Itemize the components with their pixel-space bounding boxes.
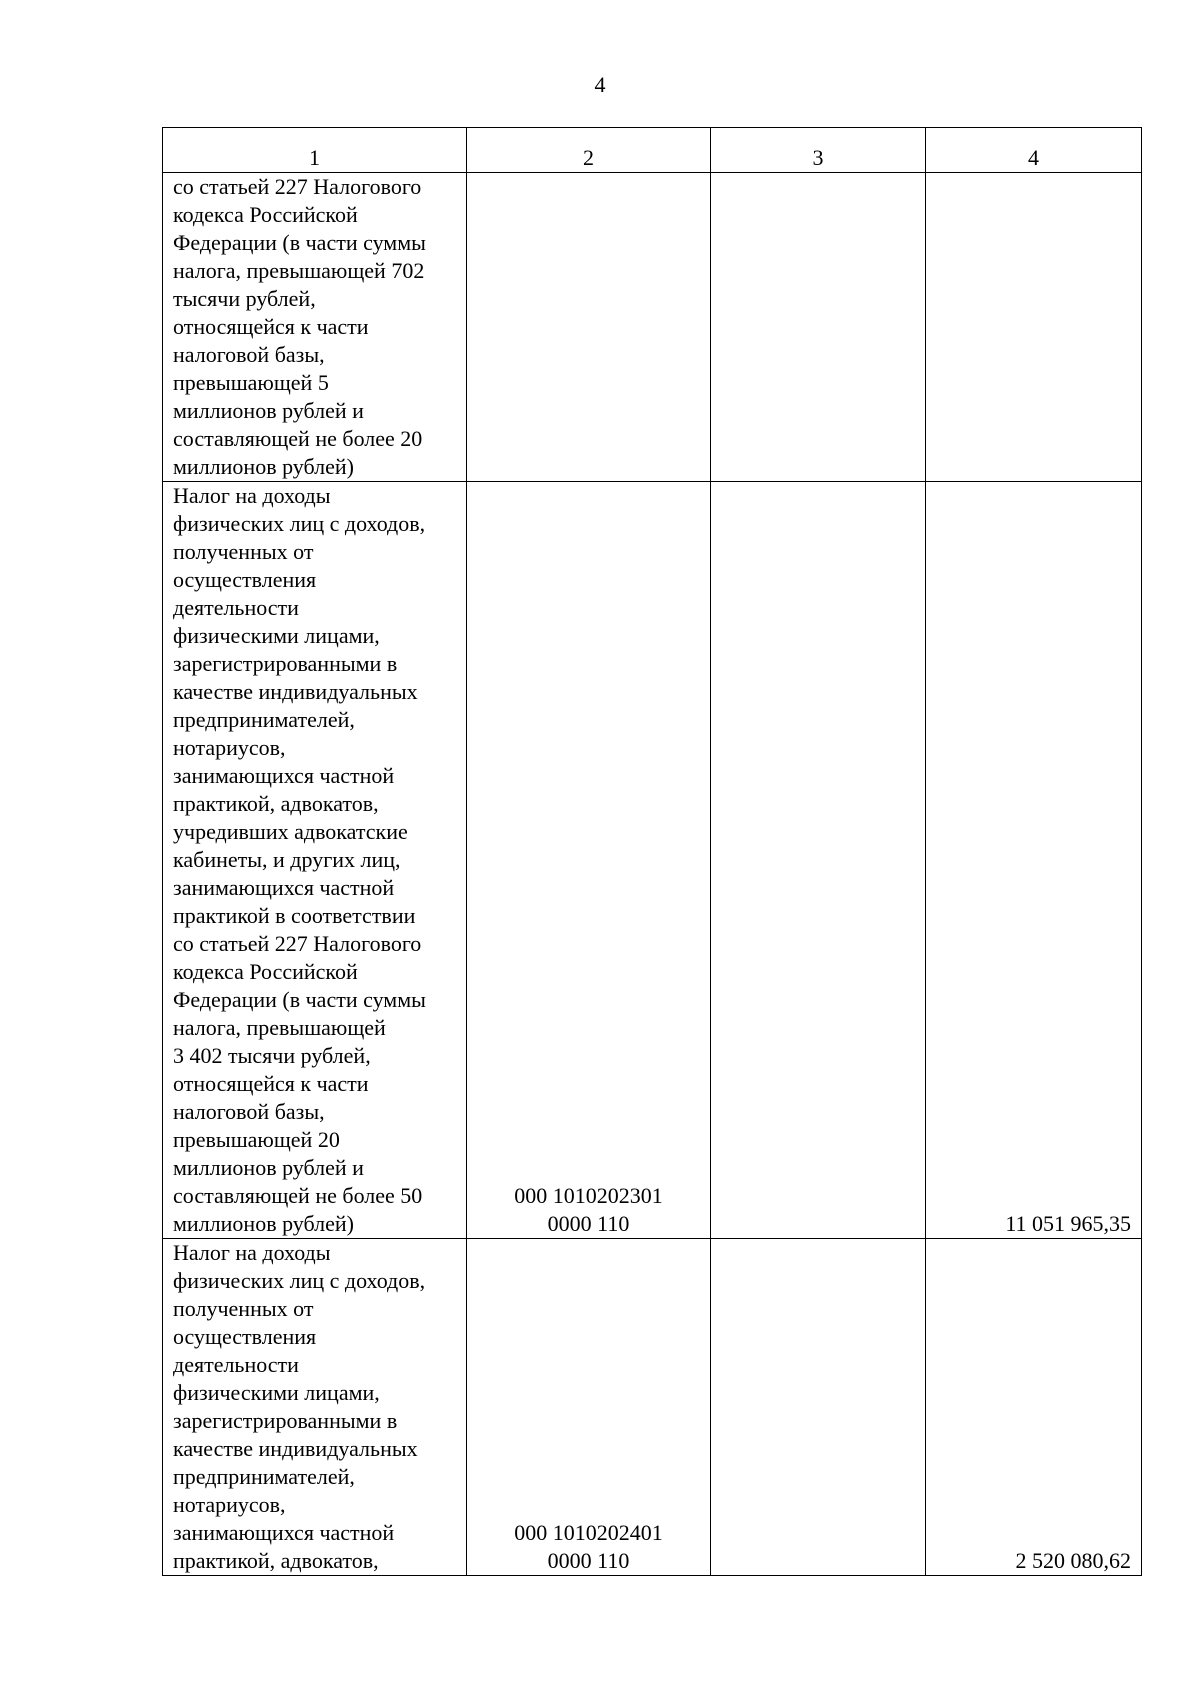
table-row bbox=[163, 173, 1142, 482]
row-column-3 bbox=[711, 173, 926, 482]
table-row bbox=[163, 482, 1142, 1239]
revenue-table bbox=[162, 127, 1142, 1576]
row-description: Налог на доходы физических лиц с доходов, полученных от осуществления деятельности физическими лицами, зарегистрированными в качестве индивидуальных предпринимателей, нотариусов, занимающихся частной практикой, адвокатов, bbox=[163, 1239, 467, 1576]
row-classification-code: 000 1010202301 0000 110 bbox=[467, 482, 711, 1239]
row-column-3 bbox=[711, 1239, 926, 1576]
row-amount: 2 520 080,62 bbox=[926, 1239, 1142, 1576]
column-header-4: 4 bbox=[926, 128, 1142, 173]
column-header-1: 1 bbox=[163, 128, 467, 173]
row-classification-code: 000 1010202401 0000 110 bbox=[467, 1239, 711, 1576]
row-column-3 bbox=[711, 482, 926, 1239]
row-description: со статьей 227 Налогового кодекса Российской Федерации (в части суммы налога, превышающей 702 тысячи рублей, относящейся к части налоговой базы, превышающей 5 миллионов рублей и составляющей не более 20 миллионов рублей) bbox=[163, 173, 467, 482]
column-header-3: 3 bbox=[711, 128, 926, 173]
table-row bbox=[163, 1239, 1142, 1576]
row-description: Налог на доходы физических лиц с доходов, полученных от осуществления деятельности физическими лицами, зарегистрированными в качестве индивидуальных предпринимателей, нотариусов, занимающихся частной практикой, адвокатов, учредивших адвокатские кабинеты, и других лиц, занимающихся частной практикой в соответствии со статьей 227 Налогового кодекса Российской Федерации (в части суммы налога, превышающей 3 402 тысячи рублей, относящейся к части налоговой базы, превышающей 20 миллионов рублей и составляющей не более 50 миллионов рублей) bbox=[163, 482, 467, 1239]
page-number: 4 bbox=[594, 72, 606, 97]
row-classification-code bbox=[467, 173, 711, 482]
row-amount bbox=[926, 173, 1142, 482]
table-header-row bbox=[163, 128, 1142, 173]
row-amount: 11 051 965,35 bbox=[926, 482, 1142, 1239]
column-header-2: 2 bbox=[467, 128, 711, 173]
